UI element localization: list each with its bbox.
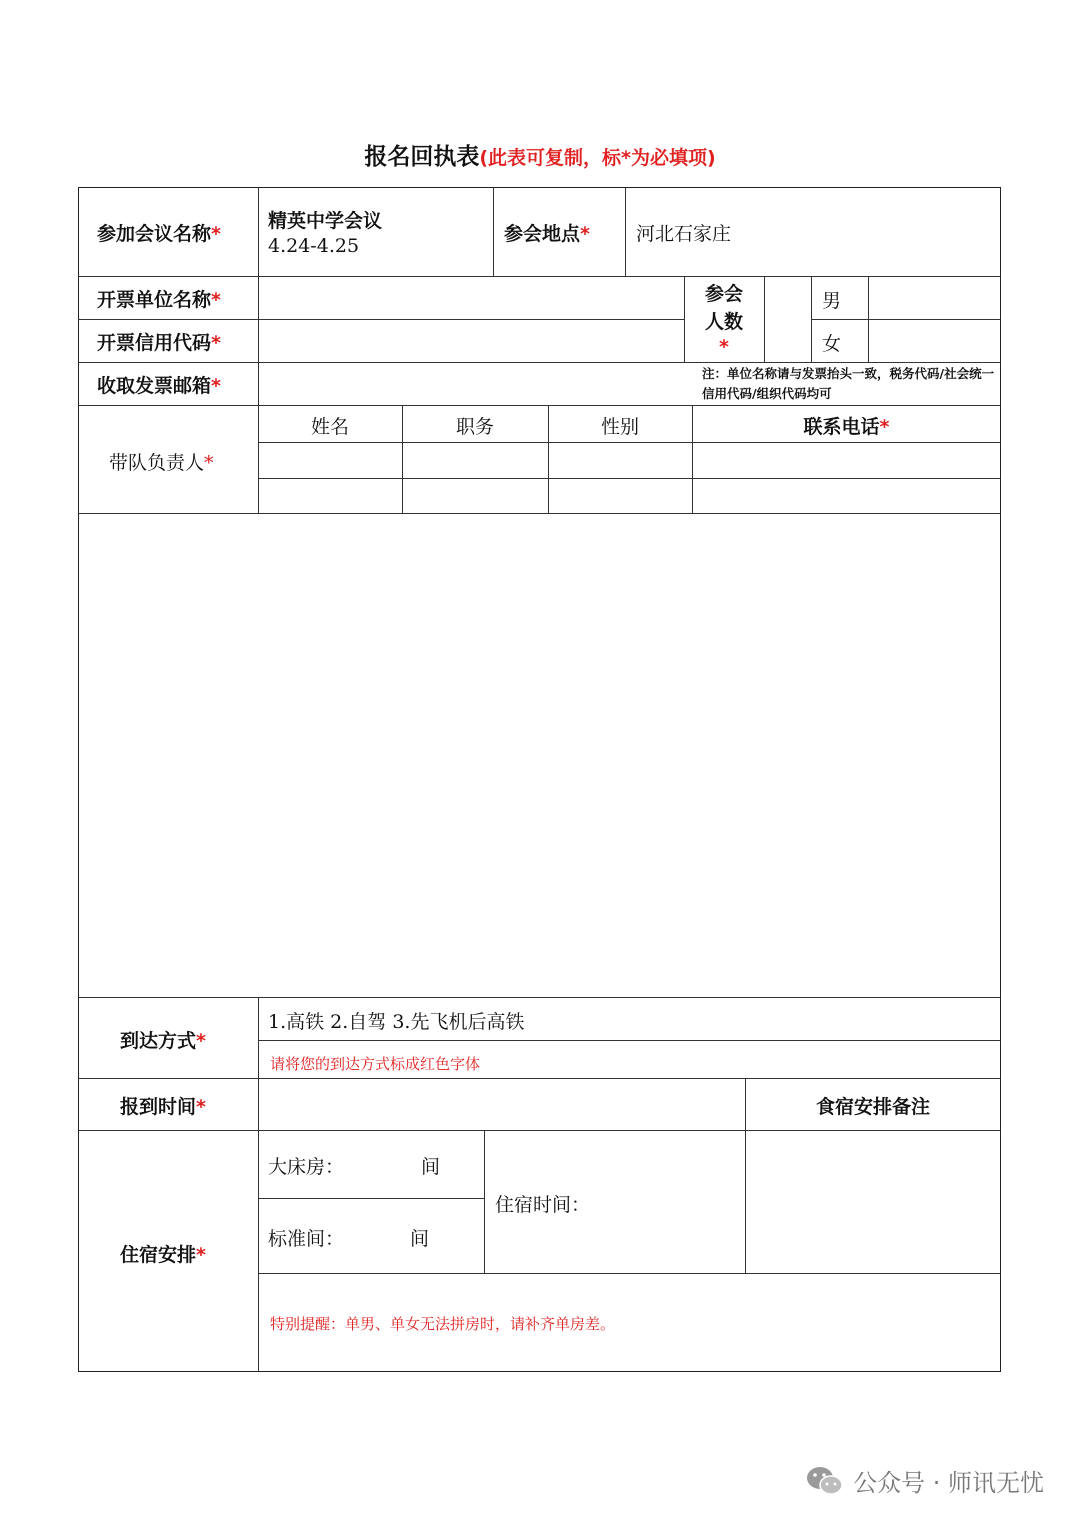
table-divider [258, 478, 1001, 479]
col-title-header: 职务 [455, 416, 494, 438]
arrival-label: 到达方式* [120, 1030, 206, 1052]
lodging-reminder: 特别提醒：单男、单女无法拼房时，请补齐单房差。 [270, 1315, 616, 1333]
table-divider [625, 187, 626, 276]
credit-code-label: 开票信用代码* [97, 332, 221, 354]
arrival-options[interactable]: 1.高铁 2.自驾 3.先飞机后高铁 [268, 1011, 525, 1033]
col-name-header: 姓名 [310, 416, 349, 438]
table-divider [258, 187, 259, 513]
attendees-label-2: 人数 [704, 311, 743, 333]
watermark-text: 公众号 · 师讯无忧 [853, 1469, 1044, 1497]
lodging-time-input[interactable] [590, 1180, 740, 1220]
attendees-total-input[interactable] [766, 278, 810, 361]
standard-room-label: 标准间： [268, 1228, 345, 1250]
invoice-email-input[interactable] [260, 364, 682, 404]
invoice-unit-label: 开票单位名称* [97, 289, 221, 311]
table-divider [258, 997, 259, 1372]
male-count-input[interactable] [870, 278, 1000, 318]
male-label: 男 [822, 290, 842, 312]
credit-code-input[interactable] [260, 321, 682, 361]
table-divider [78, 1130, 1001, 1131]
table-divider [258, 1198, 484, 1199]
meeting-name-label: 参加会议名称* [97, 223, 221, 245]
attendees-required-mark: * [719, 336, 729, 358]
col-phone-header: 联系电话* [803, 416, 890, 438]
standard-room-count-input[interactable] [345, 1222, 408, 1250]
table-divider [868, 276, 869, 362]
leader-row-2[interactable] [260, 480, 1000, 512]
location-value[interactable]: 河北石家庄 [636, 223, 732, 245]
table-divider [258, 1040, 1001, 1041]
lodging-label: 住宿安排* [120, 1244, 206, 1266]
table-divider [811, 276, 812, 362]
remark-label: 食宿安排备注 [815, 1096, 930, 1118]
big-bed-count-input[interactable] [345, 1150, 419, 1178]
location-label: 参会地点* [504, 223, 590, 245]
title-note: (此表可复制，标*为必填项) [479, 147, 716, 169]
checkin-input[interactable] [260, 1080, 744, 1129]
title-main: 报名回执表 [364, 144, 480, 170]
col-gender-header: 性别 [600, 416, 639, 438]
arrival-hint: 请将您的到达方式标成红色字体 [270, 1055, 481, 1073]
attendee-list-area[interactable] [80, 515, 999, 995]
table-divider [484, 1130, 485, 1273]
big-bed-label: 大床房： [268, 1156, 345, 1178]
table-divider [78, 513, 1001, 514]
table-divider [78, 997, 1001, 998]
table-divider [78, 276, 1001, 277]
table-divider [493, 187, 494, 276]
big-bed-unit: 间 [421, 1156, 441, 1178]
leader-label: 带队负责人* [109, 452, 214, 474]
watermark [805, 1463, 1044, 1498]
leader-row-1[interactable] [260, 444, 1000, 477]
table-divider [258, 442, 1001, 443]
lodging-time-label: 住宿时间： [495, 1194, 591, 1216]
invoice-unit-input[interactable] [260, 278, 682, 318]
invoice-email-label: 收取发票邮箱* [97, 375, 221, 397]
invoice-note: 注：单位名称请与发票抬头一致，税务代码/社会统一信用代码/组织代码均可 [702, 366, 995, 401]
table-divider [78, 362, 1001, 363]
female-label: 女 [822, 333, 842, 355]
table-divider [811, 319, 1001, 320]
female-count-input[interactable] [870, 321, 1000, 361]
attendees-label: 参会 [704, 283, 743, 305]
remark-input[interactable] [747, 1132, 999, 1272]
meeting-date-value[interactable]: 4.24-4.25 [268, 235, 360, 257]
table-divider [78, 1078, 1001, 1079]
meeting-name-value[interactable]: 精英中学会议 [268, 210, 383, 232]
wechat-icon [805, 1464, 845, 1498]
page-title [0, 138, 1080, 171]
standard-room-unit: 间 [410, 1228, 430, 1250]
table-divider [78, 319, 684, 320]
table-divider [78, 405, 1001, 406]
checkin-label: 报到时间* [120, 1096, 206, 1118]
table-divider [764, 276, 765, 362]
table-divider [258, 1273, 1001, 1274]
